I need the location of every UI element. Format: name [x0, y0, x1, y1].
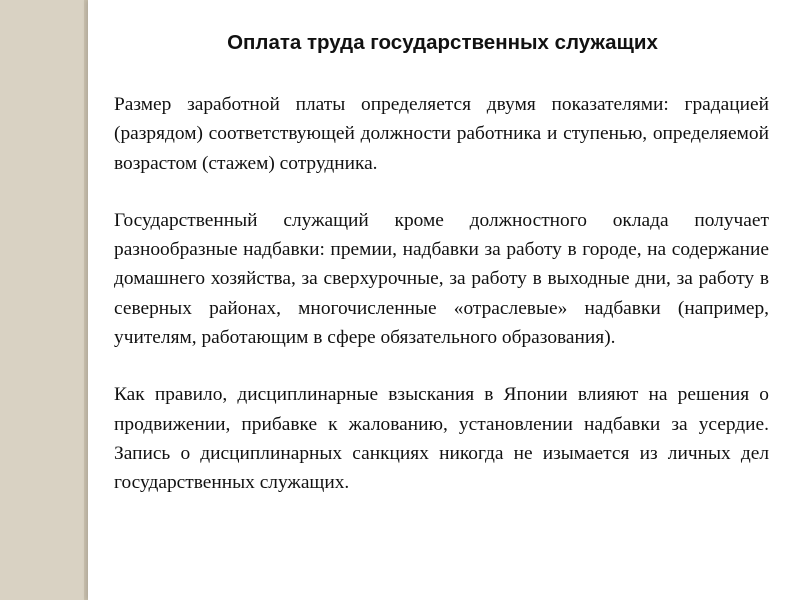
- slide: [88, 0, 800, 600]
- slide-title: Оплата труда государственных служащих: [227, 31, 658, 54]
- paragraph-salary-determination: Размер заработной платы определяется двумя показателями: градацией (разрядом) соответствующей должности работника и ступенью, определяемой возрастом (стажем) сотрудника.: [114, 94, 769, 174]
- paragraph-disciplinary-sanctions: Как правило, дисциплинарные взыскания в Японии влияют на решения о продвижении, прибавке к жалованию, установлении надбавки за усердие. Запись о дисциплинарных санкциях никогда не изымается из личных дел государственных служащих.: [114, 384, 769, 494]
- decorative-side-band: [0, 0, 88, 600]
- paragraph-allowances: Государственный служащий кроме должностного оклада получает разнообразные надбавки: премии, надбавки за работу в городе, на содержание домашнего хозяйства, за сверхурочные, за работу в выходные дни, за работу в северных районах, многочисленные «отраслевые» надбавки (например, учителям, работающим в сфере обязательного образования).: [114, 209, 769, 349]
- slide-content: [114, 26, 769, 498]
